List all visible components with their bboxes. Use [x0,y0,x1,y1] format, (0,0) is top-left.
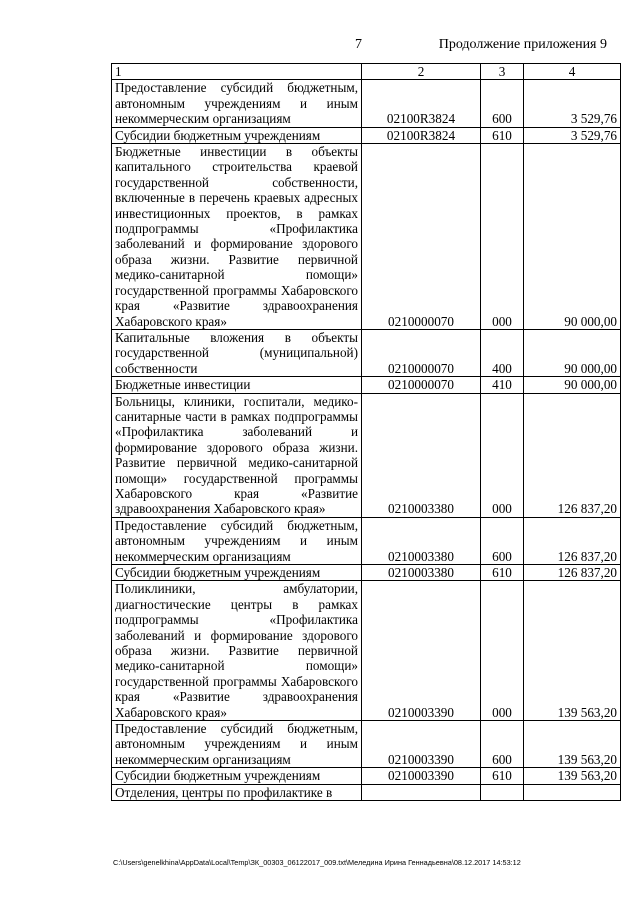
row-name-cell: Субсидии бюджетным учреждениям [112,127,362,143]
table-row [112,784,621,800]
row-name-cell: Предоставление субсидий бюджетным, автономным учреждениям и иным некоммерческим организациям [112,721,362,768]
row-amount-cell: 90 000,00 [524,377,621,393]
row-amount-cell: 126 837,20 [524,565,621,581]
column-header: 4 [524,64,621,80]
table-row [112,565,621,581]
row-name-cell: Субсидии бюджетным учреждениям [112,768,362,784]
table-body [112,80,621,801]
row-code-cell: 0210003390 [362,721,481,768]
file-path-footer: C:\Users\genelkhina\AppData\Local\Temp\ЗК_00303_06122017_009.txt\Меледина Ирина Геннадьевна\08.12.2017 14:53:12 [113,858,521,867]
row-amount-cell: 139 563,20 [524,721,621,768]
row-code-cell: 0210003390 [362,768,481,784]
row-name-cell: Капитальные вложения в объекты государственной (муниципальной) собственности [112,329,362,376]
table-row [112,581,621,721]
budget-table [111,63,621,801]
row-name-cell: Субсидии бюджетным учреждениям [112,565,362,581]
table-row [112,393,621,517]
row-amount-cell: 90 000,00 [524,329,621,376]
row-amount-cell: 126 837,20 [524,393,621,517]
row-code-cell: 02100R3824 [362,80,481,127]
row-name-cell: Предоставление субсидий бюджетным, автономным учреждениям и иным некоммерческим организациям [112,517,362,564]
table-row [112,768,621,784]
row-type-cell: 610 [481,768,524,784]
row-type-cell: 600 [481,517,524,564]
table-row [112,127,621,143]
row-name-cell: Предоставление субсидий бюджетным, автономным учреждениям и иным некоммерческим организациям [112,80,362,127]
row-code-cell: 0210003390 [362,581,481,721]
row-code-cell: 0210000070 [362,144,481,330]
row-name-cell: Поликлиники, амбулатории, диагностические центры в рамках подпрограммы «Профилактика заболеваний и формирование здорового образа жизни. Развитие первичной медико-санитарной помощи» государственной программы Хабаровского края «Развитие здравоохранения Хабаровского края» [112,581,362,721]
row-amount-cell: 3 529,76 [524,127,621,143]
row-code-cell [362,784,481,800]
row-type-cell: 000 [481,393,524,517]
row-code-cell: 0210000070 [362,377,481,393]
row-name-cell: Бюджетные инвестиции [112,377,362,393]
page-number: 7 [355,37,362,52]
row-type-cell: 000 [481,581,524,721]
row-type-cell: 600 [481,721,524,768]
table-row [112,329,621,376]
column-header: 1 [112,64,362,80]
row-code-cell: 0210003380 [362,565,481,581]
table-row [112,80,621,127]
row-type-cell: 610 [481,127,524,143]
row-code-cell: 0210000070 [362,329,481,376]
row-type-cell [481,784,524,800]
row-name-cell: Бюджетные инвестиции в объекты капитального строительства краевой государственной собственности, включенные в перечень краевых адресных инвестиционных проектов, в рамках подпрограммы «Профилактика заболеваний и формирование здорового образа жизни. Развитие первичной медико-санитарной помощи» государственной программы Хабаровского края «Развитие здравоохранения Хабаровского края» [112,144,362,330]
continuation-note: Продолжение приложения 9 [438,37,607,52]
row-code-cell: 0210003380 [362,393,481,517]
row-name-cell: Отделения, центры по профилактике в [112,784,362,800]
row-code-cell: 0210003380 [362,517,481,564]
row-type-cell: 610 [481,565,524,581]
row-amount-cell: 126 837,20 [524,517,621,564]
column-header: 3 [481,64,524,80]
table-row [112,377,621,393]
row-name-cell: Больницы, клиники, госпитали, медико-санитарные части в рамках подпрограммы «Профилактика заболеваний и формирование здорового образа жизни. Развитие первичной медико-санитарной помощи» государственной программы Хабаровского края «Развитие здравоохранения Хабаровского края» [112,393,362,517]
row-amount-cell: 139 563,20 [524,581,621,721]
table-row [112,144,621,330]
row-type-cell: 000 [481,144,524,330]
row-type-cell: 600 [481,80,524,127]
column-header: 2 [362,64,481,80]
row-amount-cell: 90 000,00 [524,144,621,330]
row-amount-cell: 139 563,20 [524,768,621,784]
table-row [112,517,621,564]
table-row [112,721,621,768]
row-amount-cell: 3 529,76 [524,80,621,127]
table-header-row [112,64,621,80]
row-code-cell: 02100R3824 [362,127,481,143]
row-amount-cell [524,784,621,800]
row-type-cell: 410 [481,377,524,393]
row-type-cell: 400 [481,329,524,376]
